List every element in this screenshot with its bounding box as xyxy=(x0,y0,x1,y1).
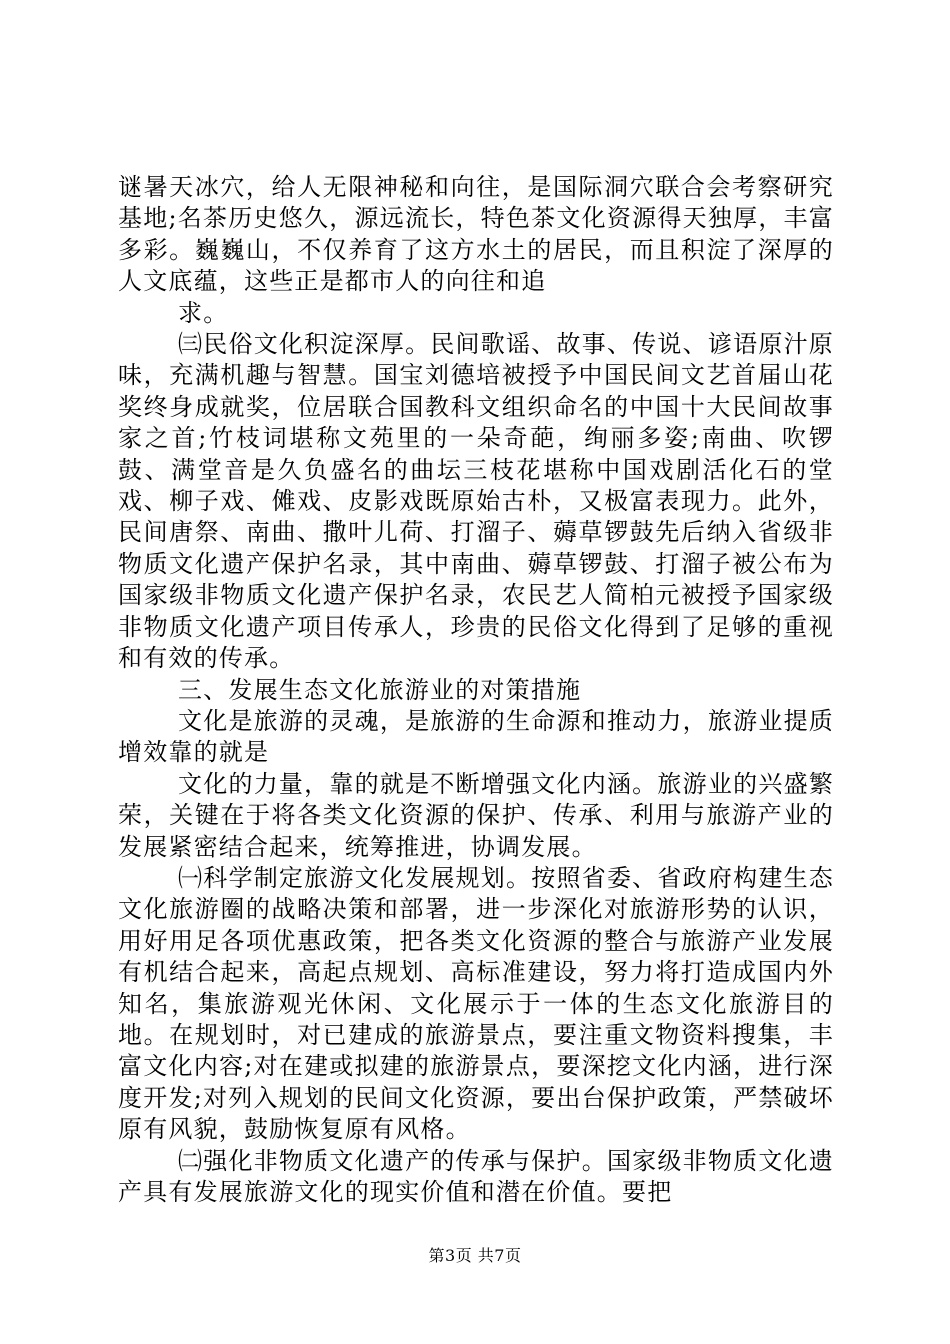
paragraph-6: ㈠科学制定旅游文化发展规划。按照省委、省政府构建生态文化旅游圈的战略决策和部署，进一步深化对旅游形势的认识，用好用足各项优惠政策，把各类文化资源的整合与旅游产业发展有机结合起来，高起点规划、高标准建设，努力将打造成国内外知名，集旅游观光休闲、文化展示于一体的生态文化旅游目的地。在规划时，对已建成的旅游景点，要注重文物资料搜集，丰富文化内容;对在建或拟建的旅游景点，要深挖文化内涵，进行深度开发;对列入规划的民间文化资源，要出台保护政策，严禁破坏原有风貌，鼓励恢复原有风格。 xyxy=(118,863,834,1144)
paragraph-5: 文化的力量，靠的就是不断增强文化内涵。旅游业的兴盛繁荣，关键在于将各类文化资源的保护、传承、利用与旅游产业的发展紧密结合起来，统筹推进，协调发展。 xyxy=(118,769,834,861)
section-heading: 三、发展生态文化旅游业的对策措施 xyxy=(178,675,582,704)
paragraph-7: ㈡强化非物质文化遗产的传承与保护。国家级非物质文化遗产具有发展旅游文化的现实价值和潜在价值。要把 xyxy=(118,1146,834,1206)
paragraph-2: 求。 xyxy=(178,298,229,327)
paragraph-3: ㈢民俗文化积淀深厚。民间歌谣、故事、传说、谚语原汁原味，充满机趣与智慧。国宝刘德培被授予中国民间文艺首届山花奖终身成就奖，位居联合国教科文组织命名的中国十大民间故事家之首;竹枝词堪称文苑里的一朵奇葩，绚丽多姿;南曲、吹锣鼓、满堂音是久负盛名的曲坛三枝花堪称中国戏剧活化石的堂戏、柳子戏、傩戏、皮影戏既原始古朴，又极富表现力。此外，民间唐祭、南曲、撒叶儿荷、打溜子、薅草锣鼓先后纳入省级非物质文化遗产保护名录，其中南曲、薅草锣鼓、打溜子被公布为国家级非物质文化遗产保护名录，农民艺人简柏元被授予国家级非物质文化遗产项目传承人，珍贵的民俗文化得到了足够的重视和有效的传承。 xyxy=(118,330,834,673)
paragraph-4: 文化是旅游的灵魂，是旅游的生命源和推动力，旅游业提质增效靠的就是 xyxy=(118,706,834,767)
page-number-footer: 第3页 共7页 xyxy=(428,1246,522,1265)
paragraph-1: 谜暑天冰穴，给人无限神秘和向往，是国际洞穴联合会考察研究基地;名茶历史悠久，源远流长，特色茶文化资源得天独厚，丰富多彩。巍巍山，不仅养育了这方水土的居民，而且积淀了深厚的人文底蕴，这些正是都市人的向往和追 xyxy=(118,173,834,296)
document-body xyxy=(118,172,834,1208)
